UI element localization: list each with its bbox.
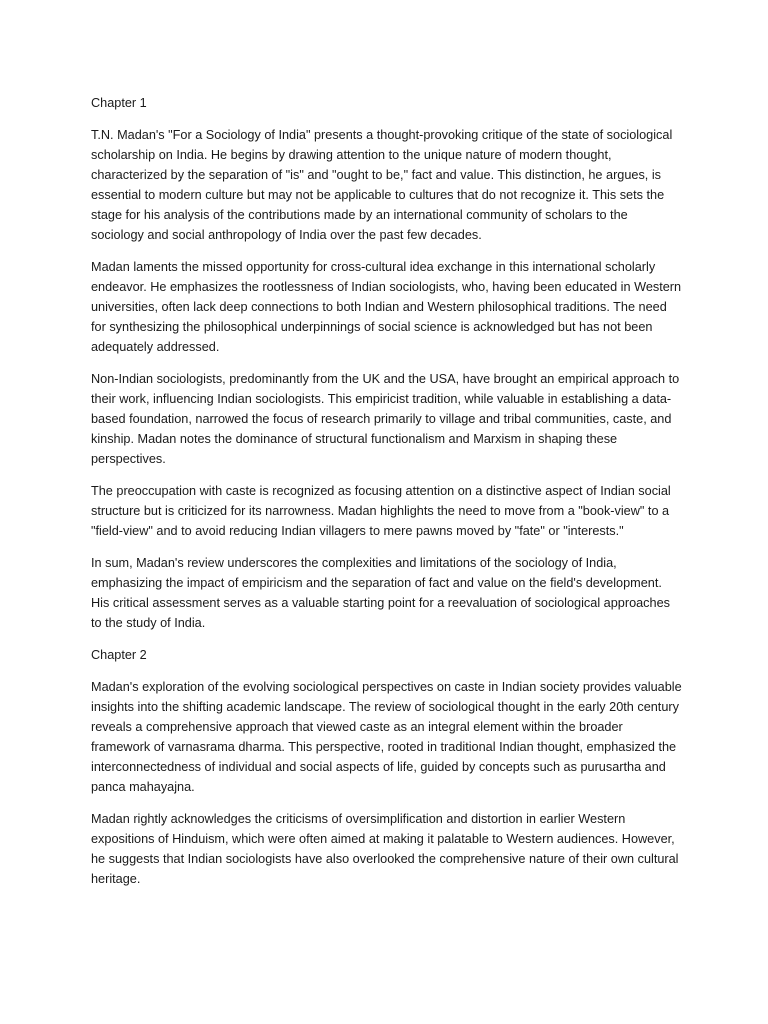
chapter-1-paragraph-2: Madan laments the missed opportunity for cross-cultural idea exchange in this international scholarly endeavor. He emphasizes the rootlessness of Indian sociologists, who, having been educated in Western universities, often lack deep connections to both Indian and Western philosophical traditions. The need for synthesizing the philosophical underpinnings of social science is acknowledged but has not been adequately addressed.: [91, 260, 682, 354]
chapter-1-paragraph-4: The preoccupation with caste is recognized as focusing attention on a distinctive aspect of Indian social structure but is criticized for its narrowness. Madan highlights the need to move from a "book-view" to a "field-view" and to avoid reducing Indian villagers to mere pawns moved by "fate" or "interests.": [91, 484, 671, 538]
chapter-1-paragraph-5: In sum, Madan's review underscores the complexities and limitations of the sociology of India, emphasizing the impact of empiricism and the separation of fact and value on the field's development. His critical assessment serves as a valuable starting point for a reevaluation of sociological approaches to the study of India.: [91, 556, 670, 630]
document-body: [91, 93, 683, 901]
chapter-1-paragraph-1: T.N. Madan's "For a Sociology of India" presents a thought-provoking critique of the state of sociological scholarship on India. He begins by drawing attention to the unique nature of modern thought, characterized by the separation of "is" and "ought to be," fact and value. This distinction, he argues, is essential to modern culture but may not be applicable to cultures that do not recognize it. This sets the stage for his analysis of the contributions made by an international community of scholars to the sociology and social anthropology of India over the past few decades.: [91, 128, 673, 242]
chapter-2-heading: Chapter 2: [91, 648, 147, 662]
chapter-1-heading: Chapter 1: [91, 96, 147, 110]
chapter-1-paragraph-3: Non-Indian sociologists, predominantly from the UK and the USA, have brought an empirical approach to their work, influencing Indian sociologists. This empiricist tradition, while valuable in establishing a data-based foundation, narrowed the focus of research primarily to village and tribal communities, caste, and kinship. Madan notes the dominance of structural functionalism and Marxism in shaping these perspectives.: [91, 372, 680, 466]
chapter-2-paragraph-2: Madan rightly acknowledges the criticisms of oversimplification and distortion in earlier Western expositions of Hinduism, which were often aimed at making it palatable to Western audiences. However, he suggests that Indian sociologists have also overlooked the comprehensive nature of their own cultural heritage.: [91, 812, 679, 886]
chapter-2-paragraph-1: Madan's exploration of the evolving sociological perspectives on caste in Indian society provides valuable insights into the shifting academic landscape. The review of sociological thought in the early 20th century reveals a comprehensive approach that viewed caste as an integral element within the broader framework of varnasrama dharma. This perspective, rooted in traditional Indian thought, emphasized the interconnectedness of individual and social aspects of life, guided by concepts such as purusartha and panca mahayajna.: [91, 680, 682, 794]
